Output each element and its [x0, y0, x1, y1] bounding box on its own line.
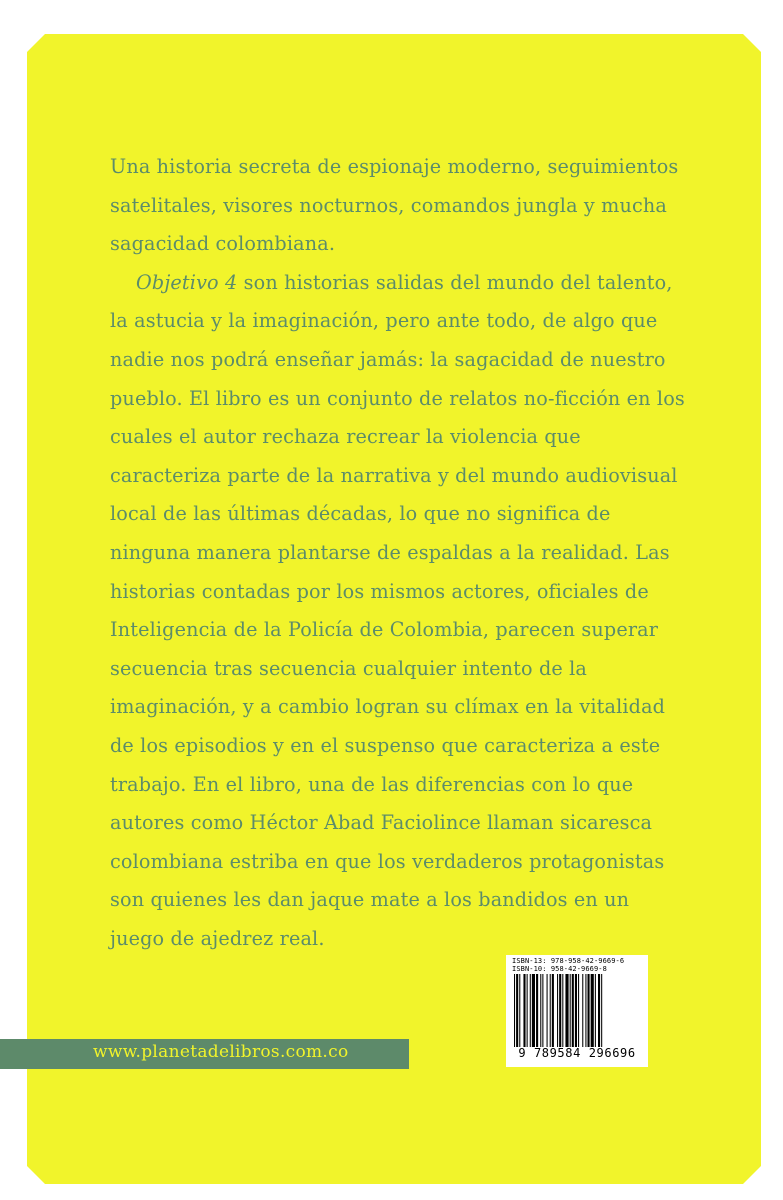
- barcode-bar: [585, 974, 586, 1047]
- barcode-bar: [519, 974, 520, 1047]
- barcode-bar: [557, 974, 558, 1047]
- barcode-bar: [514, 974, 515, 1047]
- barcode-bar: [575, 974, 577, 1047]
- barcode-bar: [588, 974, 590, 1047]
- book-blurb: [110, 148, 686, 958]
- isbn-13-label: ISBN-13: 978-958-42-9669-6: [512, 957, 625, 965]
- barcode-bar: [582, 974, 583, 1047]
- book-title: Objetivo 4: [136, 270, 238, 294]
- isbn-barcode: [506, 955, 648, 1067]
- publisher-url[interactable]: www.planetadelibros.com.co: [93, 1042, 349, 1062]
- barcode-bar: [559, 974, 561, 1047]
- barcode-bar: [542, 974, 543, 1047]
- barcode-bar: [527, 974, 528, 1047]
- barcode-bar: [532, 974, 535, 1047]
- blurb-paragraph-1: Una historia secreta de espionaje moderno, seguimientos satelitales, visores nocturnos, comandos jungla y mucha sagacidad colombiana.: [110, 155, 679, 256]
- barcode-bar: [516, 974, 518, 1047]
- barcode-bar: [530, 974, 531, 1047]
- blurb-paragraph-2-text: son historias salidas del mundo del talento, la astucia y la imaginación, pero ante todo, de algo que nadie nos podrá enseñar jamás: la sagacidad de nuestro pueblo. El libro es un conjunto de relatos no-ficción en los cuales el autor rechaza recrear la violencia que caracteriza parte de la narrativa y del mundo audiovisual local de las últimas décadas, lo que no significa de ninguna manera plantarse de espaldas a la realidad. Las historias contadas por los mismos actores, oficiales de Inteligencia de la Policía de Colombia, parecen superar secuencia tras secuencia cualquier intento de la imaginación, y a cambio logran su clímax en la vitalidad de los episodios y en el suspenso que caracteriza a este trabajo. En el libro, una de las diferencias con lo que autores como Héctor Abad Faciolince llaman sicaresca colombiana estriba en que los verdaderos protagonistas son quienes les dan jaque mate a los bandidos en un juego de ajedrez real.: [110, 270, 685, 950]
- barcode-bar: [578, 974, 579, 1047]
- barcode-bar: [536, 974, 538, 1047]
- barcode-bar: [572, 974, 574, 1047]
- barcode-bar: [562, 974, 563, 1047]
- barcode-bars: [514, 974, 640, 1047]
- barcode-bar: [601, 974, 602, 1047]
- barcode-bar: [598, 974, 600, 1047]
- barcode-bar: [565, 974, 568, 1047]
- barcode-bar: [595, 974, 596, 1047]
- barcode-bar: [570, 974, 571, 1047]
- blurb-paragraph-2: [110, 264, 686, 959]
- isbn-10-label: ISBN-10: 958-42-9669-8: [512, 965, 607, 973]
- barcode-bar: [523, 974, 525, 1047]
- barcode-digits: 9 789584 296696: [518, 1046, 636, 1060]
- barcode-bar: [550, 974, 551, 1047]
- barcode-bar: [591, 974, 594, 1047]
- barcode-bar: [540, 974, 541, 1047]
- barcode-bar: [547, 974, 548, 1047]
- barcode-bar: [552, 974, 554, 1047]
